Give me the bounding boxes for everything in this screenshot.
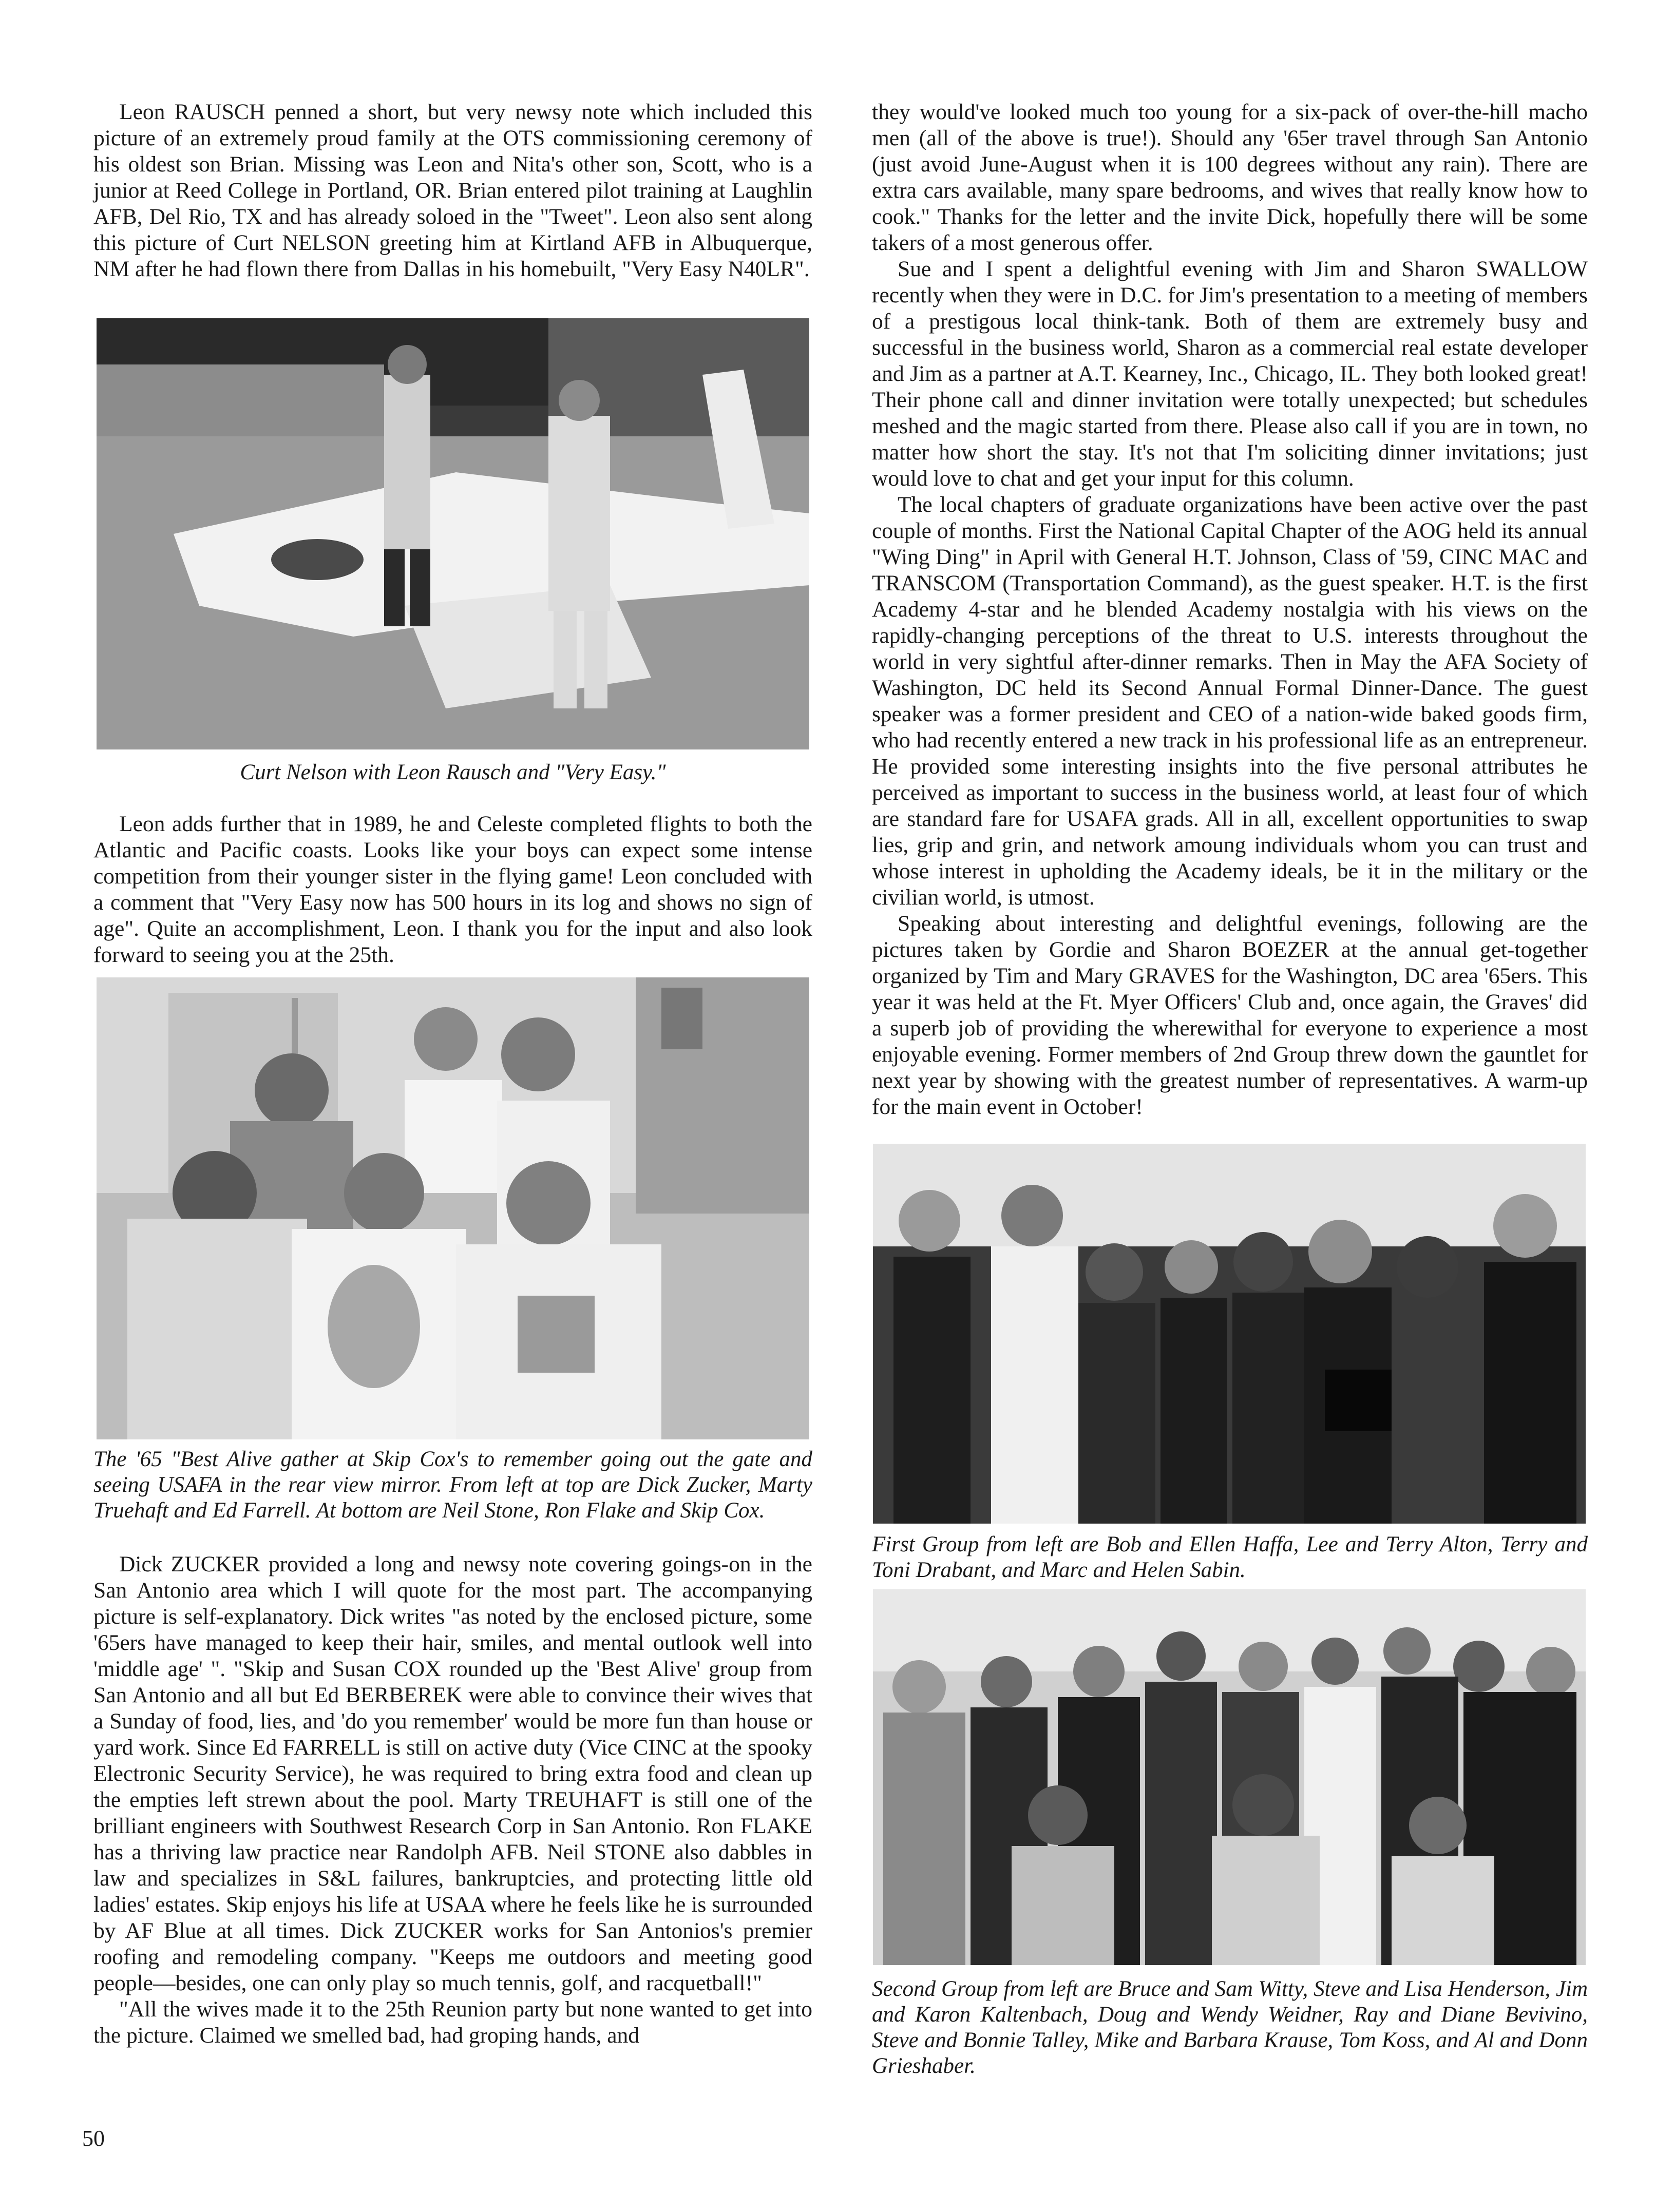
- leon-paragraph: Leon adds further that in 1989, he and Celeste completed flights to both the Atlantic and Pacific coasts. Looks like your boys can expect some intense competition from their younger sister in the flying game! Leon concluded with a comment that "Very Easy now has 500 hours in its log and shows no sign of age". Quite an accomplishment, Leon. I thank you for the input and also look forward to seeing you at the 25th.: [93, 812, 812, 967]
- photo-best-alive-caption: The '65 "Best Alive gather at Skip Cox's to remember going out the gate and seeing USAFA in the rear view mirror. From left at top are Dick Zucker, Marty Truehaft and Ed Farrell. At bottom are Neil Stone, Ron Flake and Skip Cox.: [93, 1447, 812, 1523]
- best-alive-photo-image: [97, 977, 809, 1439]
- article-left-leon: [93, 811, 812, 968]
- article-left-zucker: [93, 1551, 812, 2049]
- graves-paragraph: Speaking about interesting and delightful evenings, following are the pictures taken by Gordie and Sharon BOEZER at the annual get-together organized by Tim and Mary GRAVES for the Washington, DC area '65ers. This year it was held at the Ft. Myer Officers' Club and, once again, the Graves' did a superb job of providing the wherewithal for everyone to experience a most enjoyable evening. Former members of 2nd Group threw down the gauntlet for next year by showing with the greatest number of representatives. A warm-up for the main event in October!: [872, 911, 1588, 1119]
- zucker-paragraph: Dick ZUCKER provided a long and newsy note covering goings-on in the San Antonio area which I will quote for the most part. The accompanying picture is self-explanatory. Dick writes "as noted by the enclosed picture, some '65ers have managed to keep their hair, smiles, and mental outlook well into 'middle age' ". "Skip and Susan COX rounded up the 'Best Alive' group from San Antonio and all but Ed BERBEREK were able to convince their wives that a Sunday of food, lies, and 'do you remember' would be more fun than house or yard work. Since Ed FARRELL is still on active duty (Vice CINC at the spooky Electronic Security Service), he was required to bring extra food and clean up the empties left strewn about the pool. Marty TREUHAFT is still one of the brilliant engineers with Southwest Research Corp in San Antonio. Ron FLAKE has a thriving law practice near Randolph AFB. Neil STONE also dabbles in law and specializes in S&L failures, bankruptcies, and protecting little old ladies' estates. Skip enjoys his life at USAA where he feels like he is surrounded by AF Blue at all times. Dick ZUCKER works for San Antonios's premier roofing and remodeling company. "Keeps me outdoors and meeting good people—besides, one can only play so much tennis, golf, and racquetball!": [93, 1552, 812, 1995]
- photo-first-group: [873, 1144, 1586, 1524]
- continuation-paragraph: they would've looked much too young for a six-pack of over-the-hill macho men (all of the above is true!). Should any '65er travel through San Antonio (just avoid June-August when it is 100 degrees without any rain). There are extra cars available, many spare bedrooms, and wives that really know how to cook." Thanks for the letter and the invite Dick, hopefully there will be some takers of a most generous offer.: [872, 100, 1588, 255]
- article-left-intro: [93, 99, 812, 282]
- chapters-paragraph: The local chapters of graduate organizations have been active over the past couple of months. First the National Capital Chapter of the AOG held its annual "Wing Ding" in April with General H.T. Johnson, Class of '59, CINC MAC and TRANSCOM (Transportation Command), as the guest speaker. H.T. is the first Academy 4-star and he blended Academy nostalgia with his views on the rapidly-changing perceptions of the threat to U.S. interests throughout the world in very sightful after-dinner remarks. Then in May the AFA Society of Washington, DC held its Second Annual Formal Dinner-Dance. The guest speaker was a former president and CEO of a nation-wide baked goods firm, who had recently entered a new track in his professional life as an entrepreneur. He provided some interesting insights into the five personal attributes he perceived as important to success in the business world, at least four of which are standard fare for USAFA grads. All in all, excellent opportunities to swap lies, grip and grin, and network amoung individuals whom you can trust and whose interest in upholding the Academy ideals, be it in the military or the civilian world, is utmost.: [872, 492, 1588, 910]
- wives-paragraph: "All the wives made it to the 25th Reunion party but none wanted to get into the picture. Claimed we smelled bad, had groping hands, and: [93, 1997, 812, 2048]
- photo-airplane: [97, 318, 809, 749]
- swallow-paragraph: Sue and I spent a delightful evening with Jim and Sharon SWALLOW recently when they were in D.C. for Jim's presentation to a meeting of members of a prestigous local think-tank. Both of them are extremely busy and successful in the business world, Sharon as a commercial real estate developer and Jim as a partner at A.T. Kearney, Inc., Chicago, IL. They both looked great! Their phone call and dinner invitation were totally unexpected; but schedules meshed and the magic started from there. Please also call if you are in town, no matter how short the stay. It's not that I'm soliciting dinner invitations; just would love to chat and get your input for this column.: [872, 257, 1588, 491]
- photo-second-group-caption: Second Group from left are Bruce and Sam Witty, Steve and Lisa Henderson, Jim and Karon Kaltenbach, Doug and Wendy Weidner, Ray and Diane Bevivino, Steve and Bonnie Talley, Mike and Barbara Krause, Tom Koss, and Al and Donn Grieshaber.: [872, 1977, 1588, 2078]
- article-right-text: [872, 99, 1588, 1120]
- photo-first-group-caption: First Group from left are Bob and Ellen Haffa, Lee and Terry Alton, Terry and Toni Drabant, and Marc and Helen Sabin.: [872, 1532, 1588, 1582]
- second-group-photo-image: [873, 1589, 1586, 1965]
- first-group-photo-image: [873, 1144, 1586, 1524]
- photo-airplane-caption: Curt Nelson with Leon Rausch and "Very Easy.": [240, 760, 666, 784]
- airplane-photo-image: [97, 318, 809, 749]
- photo-second-group: [873, 1589, 1586, 1965]
- photo-best-alive: [97, 977, 809, 1439]
- page-number: 50: [82, 2126, 105, 2151]
- intro-paragraph: Leon RAUSCH penned a short, but very newsy note which included this picture of an extremely proud family at the OTS commissioning ceremony of his oldest son Brian. Missing was Leon and Nita's other son, Scott, who is a junior at Reed College in Portland, OR. Brian entered pilot training at Laughlin AFB, Del Rio, TX and has already soloed in the "Tweet". Leon also sent along this picture of Curt NELSON greeting him at Kirtland AFB in Albuquerque, NM after he had flown there from Dallas in his homebuilt, "Very Easy N40LR".: [93, 100, 812, 281]
